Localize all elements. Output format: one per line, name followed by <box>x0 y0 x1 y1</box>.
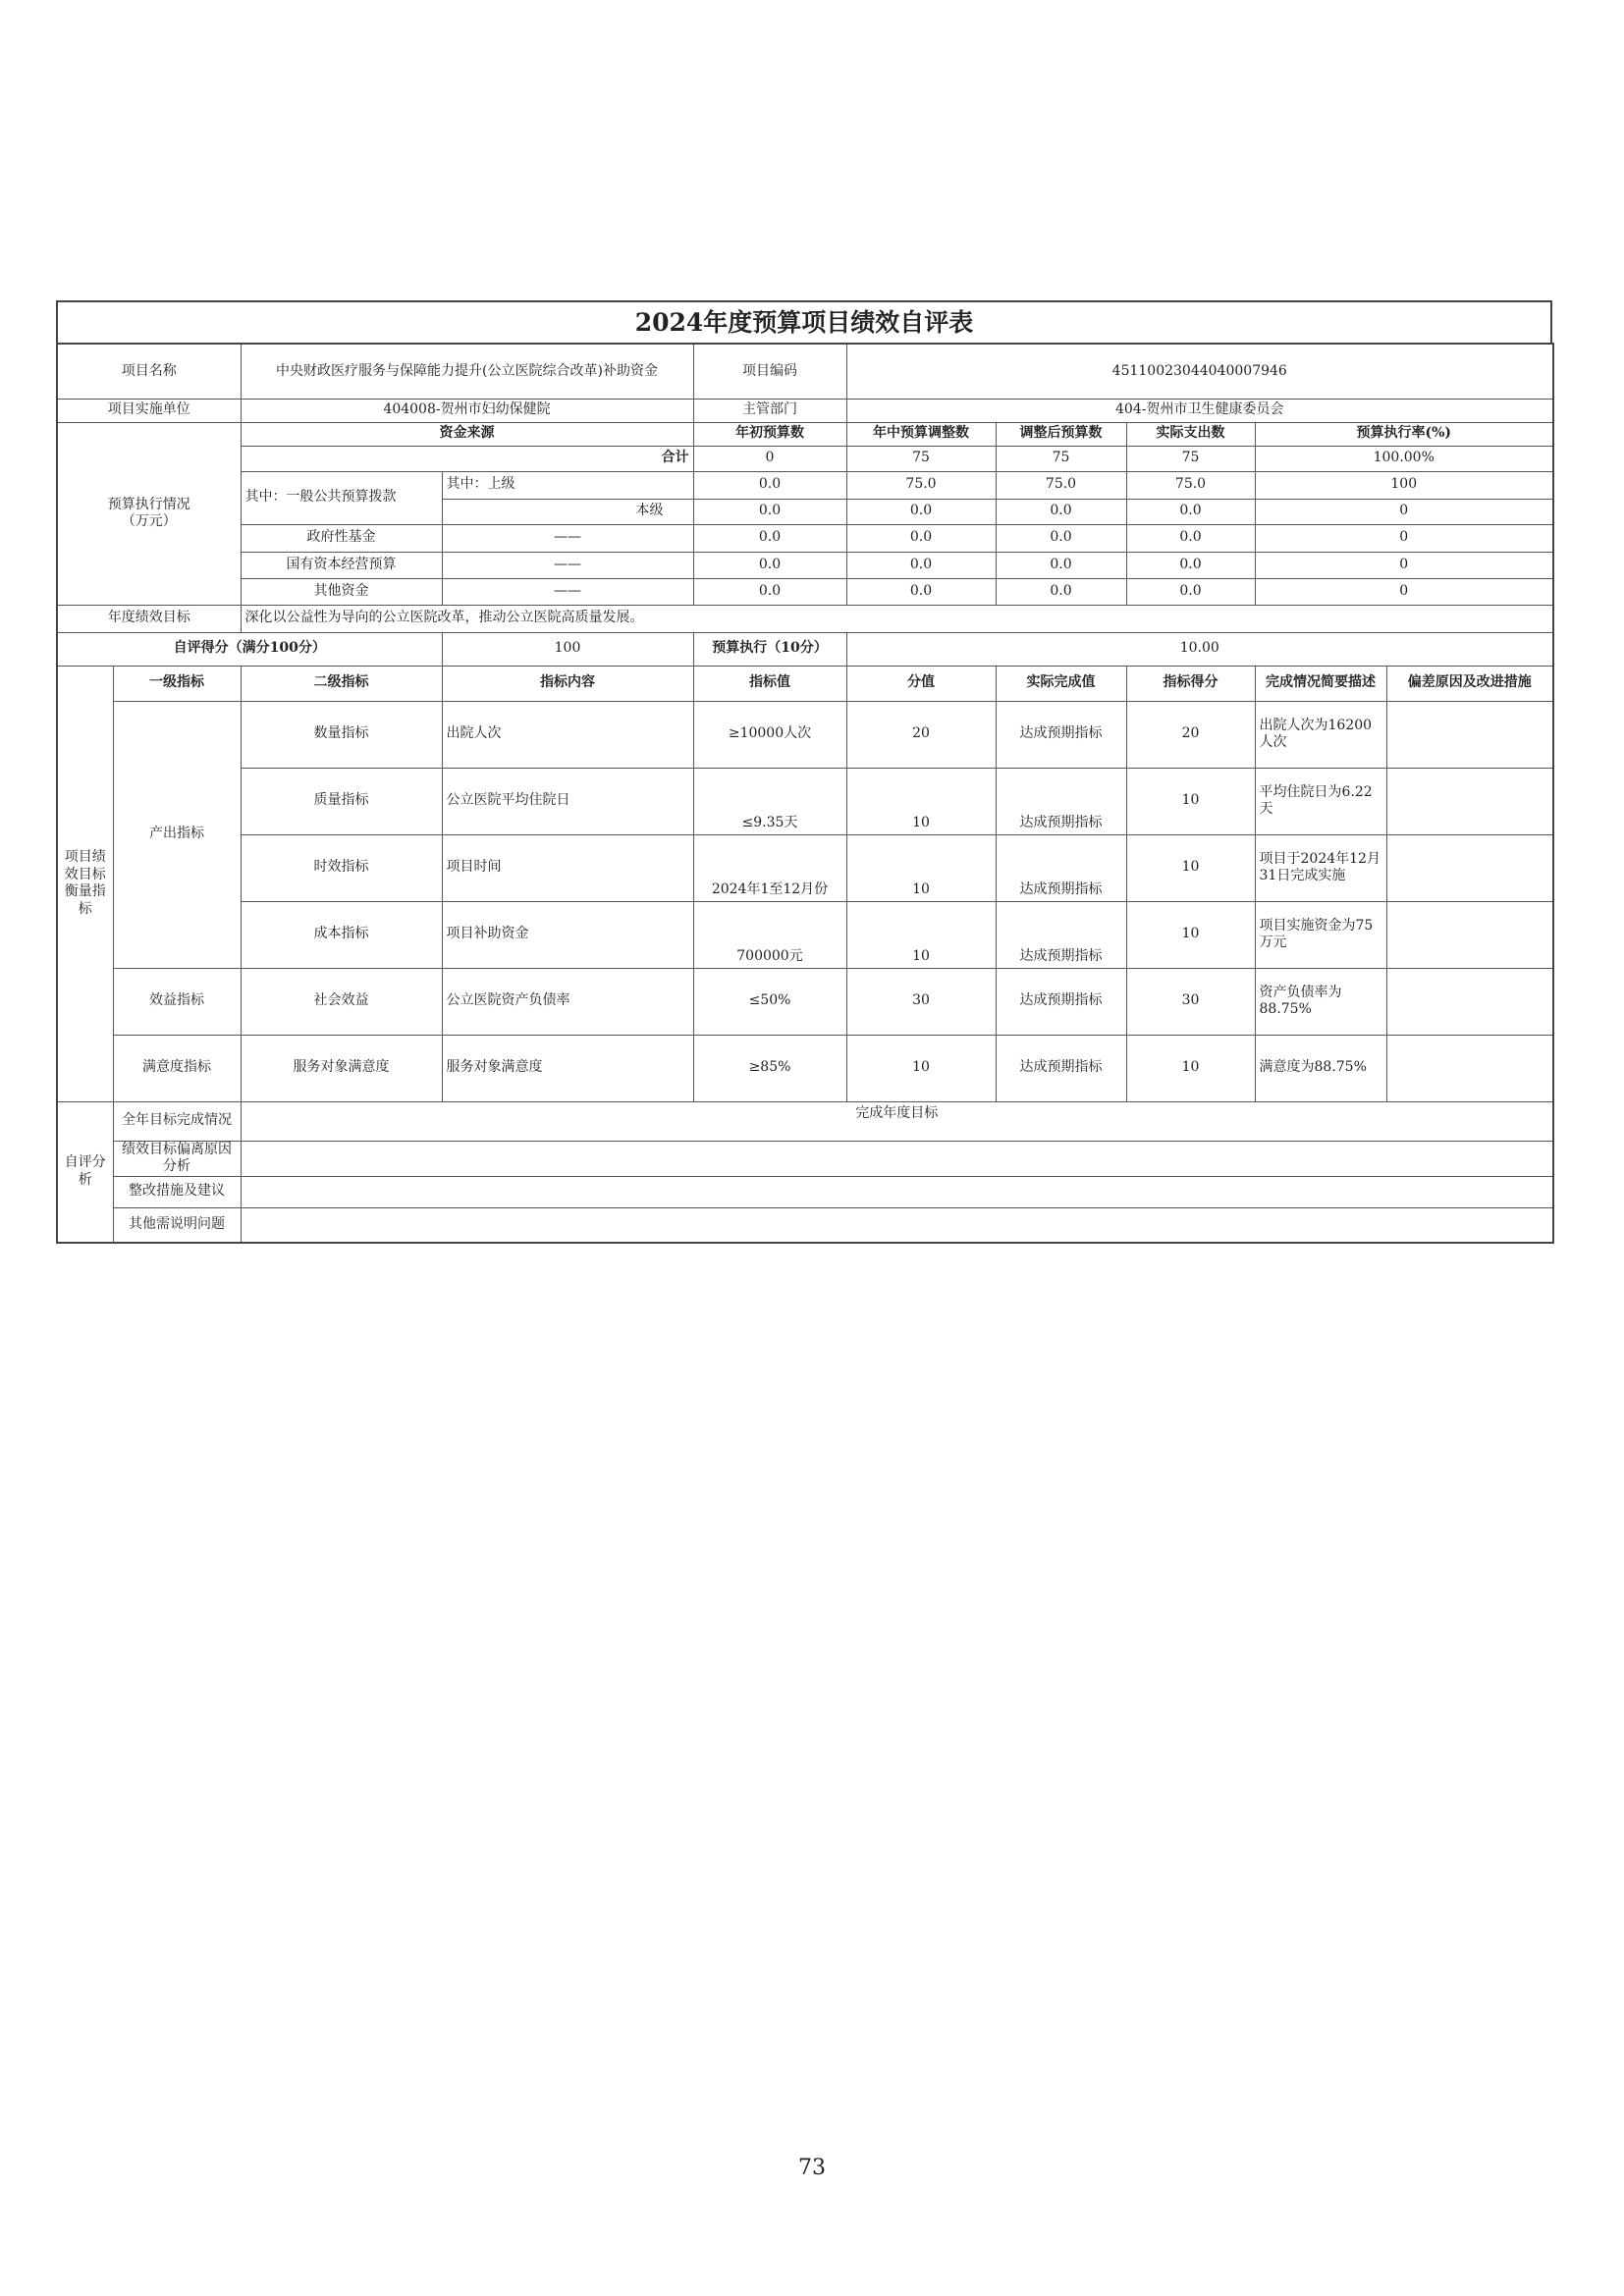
budget-cell: 0.0 <box>693 471 846 499</box>
indicator-desc: 满意度为88.75% <box>1255 1035 1386 1101</box>
budget-cell: 0.0 <box>693 578 846 605</box>
indicator-actual: 达成预期指标 <box>996 701 1126 768</box>
indicator-target: 2024年1至12月份 <box>693 834 846 901</box>
indicator-level1: 产出指标 <box>113 701 241 968</box>
goal-label: 年度绩效目标 <box>57 605 241 632</box>
indicator-row <box>57 1035 1553 1101</box>
indicator-header: 指标值 <box>693 666 846 701</box>
budget-cell: 0.0 <box>1126 552 1255 578</box>
indicator-actual: 达成预期指标 <box>996 1035 1126 1101</box>
indicator-desc: 项目于2024年12月31日完成实施 <box>1255 834 1386 901</box>
budget-cell: 0.0 <box>846 499 996 524</box>
score-label: 自评得分（满分100分） <box>57 632 442 666</box>
budget-source-sub: —— <box>442 524 693 552</box>
budget-cell: 0 <box>1255 524 1553 552</box>
indicator-content: 服务对象满意度 <box>442 1035 693 1101</box>
goal-value: 深化以公益性为导向的公立医院改革，推动公立医院高质量发展。 <box>241 605 1553 632</box>
indicator-reason <box>1386 701 1553 768</box>
project-code-value: 45110023044040007946 <box>846 344 1553 399</box>
budget-cell: 75.0 <box>1126 471 1255 499</box>
indicator-content: 出院人次 <box>442 701 693 768</box>
budget-upper-label: 其中：上级 <box>442 471 693 499</box>
budget-header-adjusted: 调整后预算数 <box>996 422 1126 446</box>
indicator-score: 30 <box>1126 968 1255 1035</box>
budget-row-fund <box>57 524 1553 552</box>
budget-cell: 0.0 <box>1126 524 1255 552</box>
budget-cell: 0.0 <box>996 578 1126 605</box>
budget-cell: 0.0 <box>693 524 846 552</box>
indicator-target: 700000元 <box>693 901 846 968</box>
indicator-target: ≥10000人次 <box>693 701 846 768</box>
indicator-content: 公立医院资产负债率 <box>442 968 693 1035</box>
budget-cell: 100.00% <box>1255 446 1553 471</box>
indicator-reason <box>1386 768 1553 834</box>
page-number: 73 <box>798 2156 826 2180</box>
indicator-desc: 出院人次为16200人次 <box>1255 701 1386 768</box>
score-value: 100 <box>442 632 693 666</box>
analysis-label: 其他需说明问题 <box>113 1207 241 1243</box>
unit-label: 项目实施单位 <box>57 399 241 422</box>
budget-header-rate: 预算执行率(%) <box>1255 422 1553 446</box>
budget-cell: 0 <box>1255 499 1553 524</box>
budget-cell: 0 <box>1255 578 1553 605</box>
project-name-row <box>57 344 1553 399</box>
indicator-level2: 社会效益 <box>241 968 442 1035</box>
indicator-target: ≤50% <box>693 968 846 1035</box>
evaluation-table <box>56 343 1554 1244</box>
budget-cell: 0.0 <box>846 578 996 605</box>
exec-value: 10.00 <box>846 632 1553 666</box>
indicator-score: 10 <box>1126 1035 1255 1101</box>
budget-cell: 75 <box>846 446 996 471</box>
indicator-weight: 10 <box>846 834 996 901</box>
budget-source-sub: —— <box>442 552 693 578</box>
budget-cell: 0.0 <box>693 499 846 524</box>
indicator-header: 指标内容 <box>442 666 693 701</box>
indicator-row <box>57 768 1553 834</box>
project-code-label: 项目编码 <box>693 344 846 399</box>
budget-row-total <box>57 446 1553 471</box>
indicator-level1: 满意度指标 <box>113 1035 241 1101</box>
indicator-weight: 10 <box>846 768 996 834</box>
analysis-value <box>241 1141 1553 1176</box>
analysis-label: 全年目标完成情况 <box>113 1101 241 1141</box>
indicator-score: 20 <box>1126 701 1255 768</box>
budget-general-label: 其中：一般公共预算拨款 <box>241 471 442 524</box>
indicator-actual: 达成预期指标 <box>996 768 1126 834</box>
form-title: 2024年度预算项目绩效自评表 <box>56 300 1552 343</box>
budget-local-label: 本级 <box>442 499 693 524</box>
indicator-target: ≥85% <box>693 1035 846 1101</box>
budget-header-actual: 实际支出数 <box>1126 422 1255 446</box>
indicator-header: 完成情况简要描述 <box>1255 666 1386 701</box>
analysis-row <box>57 1207 1553 1243</box>
budget-total-label: 合计 <box>241 446 693 471</box>
indicator-row <box>57 701 1553 768</box>
budget-cell: 0.0 <box>996 524 1126 552</box>
indicator-header: 偏差原因及改进措施 <box>1386 666 1553 701</box>
indicator-header: 分值 <box>846 666 996 701</box>
budget-header-initial: 年初预算数 <box>693 422 846 446</box>
analysis-value <box>241 1207 1553 1243</box>
indicator-header: 指标得分 <box>1126 666 1255 701</box>
budget-source-label: 政府性基金 <box>241 524 442 552</box>
budget-row-upper <box>57 471 1553 499</box>
indicator-level2: 成本指标 <box>241 901 442 968</box>
budget-row-other <box>57 578 1553 605</box>
indicator-score: 10 <box>1126 901 1255 968</box>
budget-cell: 0.0 <box>996 499 1126 524</box>
budget-header-source: 资金来源 <box>241 422 693 446</box>
budget-cell: 0.0 <box>846 524 996 552</box>
indicator-section-label: 项目绩效目标衡量指标 <box>57 666 113 1101</box>
dept-label: 主管部门 <box>693 399 846 422</box>
indicator-level2: 质量指标 <box>241 768 442 834</box>
budget-source-label: 其他资金 <box>241 578 442 605</box>
exec-label: 预算执行（10分） <box>693 632 846 666</box>
unit-row <box>57 399 1553 422</box>
analysis-row <box>57 1141 1553 1176</box>
budget-cell: 0.0 <box>996 552 1126 578</box>
dept-value: 404-贺州市卫生健康委员会 <box>846 399 1553 422</box>
indicator-reason <box>1386 834 1553 901</box>
budget-cell: 0.0 <box>846 552 996 578</box>
unit-value: 404008-贺州市妇幼保健院 <box>241 399 693 422</box>
goal-row <box>57 605 1553 632</box>
budget-header-row <box>57 422 1553 446</box>
score-row <box>57 632 1553 666</box>
indicator-level2: 数量指标 <box>241 701 442 768</box>
budget-header-adjust: 年中预算调整数 <box>846 422 996 446</box>
indicator-row <box>57 901 1553 968</box>
indicator-weight: 30 <box>846 968 996 1035</box>
analysis-row <box>57 1176 1553 1207</box>
analysis-label: 绩效目标偏离原因分析 <box>113 1141 241 1176</box>
budget-section-label: 预算执行情况（万元） <box>57 422 241 605</box>
indicator-level2: 时效指标 <box>241 834 442 901</box>
project-name-label: 项目名称 <box>57 344 241 399</box>
indicator-level2: 服务对象满意度 <box>241 1035 442 1101</box>
project-name-value: 中央财政医疗服务与保障能力提升(公立医院综合改革)补助资金 <box>241 344 693 399</box>
budget-cell: 75 <box>996 446 1126 471</box>
indicator-content: 项目补助资金 <box>442 901 693 968</box>
indicator-score: 10 <box>1126 768 1255 834</box>
evaluation-form <box>56 300 1552 1244</box>
budget-cell: 75.0 <box>996 471 1126 499</box>
analysis-value <box>241 1176 1553 1207</box>
indicator-content: 公立医院平均住院日 <box>442 768 693 834</box>
analysis-section-label: 自评分析 <box>57 1101 113 1243</box>
budget-source-label: 国有资本经营预算 <box>241 552 442 578</box>
budget-row-state <box>57 552 1553 578</box>
indicator-target: ≤9.35天 <box>693 768 846 834</box>
budget-cell: 0.0 <box>693 552 846 578</box>
indicator-row <box>57 834 1553 901</box>
budget-cell: 75 <box>1126 446 1255 471</box>
indicator-reason <box>1386 968 1553 1035</box>
analysis-label: 整改措施及建议 <box>113 1176 241 1207</box>
indicator-weight: 10 <box>846 1035 996 1101</box>
budget-cell: 0 <box>693 446 846 471</box>
indicator-header-row <box>57 666 1553 701</box>
budget-cell: 100 <box>1255 471 1553 499</box>
indicator-weight: 20 <box>846 701 996 768</box>
budget-cell: 0.0 <box>1126 499 1255 524</box>
budget-cell: 0.0 <box>1126 578 1255 605</box>
budget-source-sub: —— <box>442 578 693 605</box>
indicator-content: 项目时间 <box>442 834 693 901</box>
indicator-row <box>57 968 1553 1035</box>
indicator-actual: 达成预期指标 <box>996 968 1126 1035</box>
indicator-desc: 资产负债率为88.75% <box>1255 968 1386 1035</box>
indicator-score: 10 <box>1126 834 1255 901</box>
indicator-header: 二级指标 <box>241 666 442 701</box>
indicator-reason <box>1386 901 1553 968</box>
indicator-header: 一级指标 <box>113 666 241 701</box>
analysis-row <box>57 1101 1553 1141</box>
indicator-header: 实际完成值 <box>996 666 1126 701</box>
indicator-actual: 达成预期指标 <box>996 901 1126 968</box>
indicator-actual: 达成预期指标 <box>996 834 1126 901</box>
indicator-reason <box>1386 1035 1553 1101</box>
analysis-value: 完成年度目标 <box>241 1101 1553 1141</box>
indicator-desc: 平均住院日为6.22天 <box>1255 768 1386 834</box>
indicator-weight: 10 <box>846 901 996 968</box>
indicator-level1: 效益指标 <box>113 968 241 1035</box>
budget-cell: 75.0 <box>846 471 996 499</box>
budget-cell: 0 <box>1255 552 1553 578</box>
indicator-desc: 项目实施资金为75万元 <box>1255 901 1386 968</box>
